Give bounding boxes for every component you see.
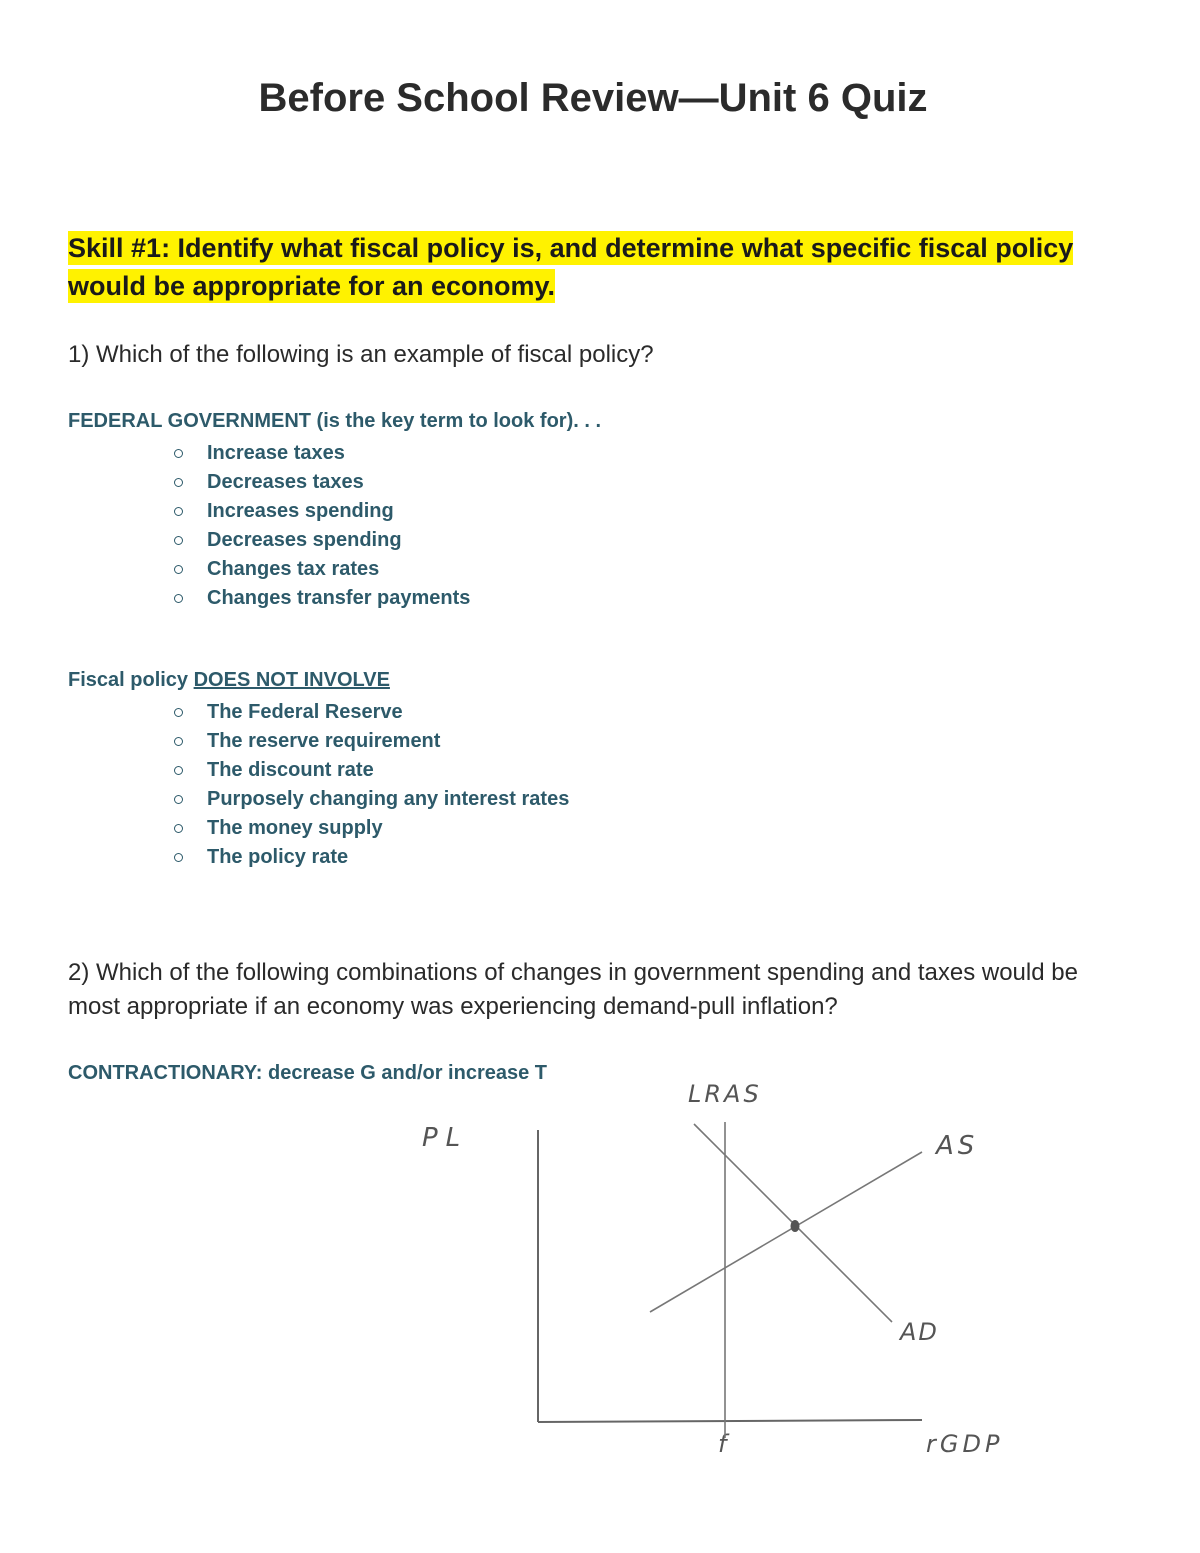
list-item: The money supply xyxy=(172,814,569,843)
bullet-icon xyxy=(174,449,183,458)
list-item: Increase taxes xyxy=(172,439,470,468)
contractionary-note: CONTRACTIONARY: decrease G and/or increase T xyxy=(68,1062,548,1084)
lras-label: LRAS xyxy=(688,1080,762,1108)
list-item: Increases spending xyxy=(172,497,470,526)
page-title: Before School Review—Unit 6 Quiz xyxy=(258,76,928,120)
bullet-icon xyxy=(174,766,183,775)
bullet-icon xyxy=(174,507,183,516)
question-2: 2) Which of the following combinations of changes in government spending and taxes would be most appropriate if an economy was experiencing demand-pull inflation? xyxy=(68,959,1078,1020)
as-label: AS xyxy=(936,1131,979,1161)
bullet-icon xyxy=(174,536,183,545)
list-item: Decreases spending xyxy=(172,526,470,555)
list-item: The Federal Reserve xyxy=(172,698,569,727)
fiscal-list xyxy=(172,439,470,613)
bullet-icon xyxy=(174,853,183,862)
not-involve-list xyxy=(172,698,569,872)
bullet-icon xyxy=(174,594,183,603)
f-label: f xyxy=(718,1430,727,1458)
not-involve-heading: Fiscal policy DOES NOT INVOLVE xyxy=(68,669,390,691)
ad-as-graph xyxy=(400,1060,1040,1480)
y-axis-label: PL xyxy=(422,1123,469,1153)
skill-heading xyxy=(68,229,1098,305)
bullet-icon xyxy=(174,824,183,833)
bullet-icon xyxy=(174,708,183,717)
bullet-icon xyxy=(174,737,183,746)
bullet-icon xyxy=(174,565,183,574)
list-item: Purposely changing any interest rates xyxy=(172,785,569,814)
ad-label: AD xyxy=(900,1318,939,1346)
fiscal-heading: FEDERAL GOVERNMENT (is the key term to look for). . . xyxy=(68,410,602,432)
question-1: 1) Which of the following is an example of fiscal policy? xyxy=(68,341,654,368)
bullet-icon xyxy=(174,795,183,804)
list-item: Decreases taxes xyxy=(172,468,470,497)
bullet-icon xyxy=(174,478,183,487)
as-curve xyxy=(650,1152,922,1312)
x-axis-label: rGDP xyxy=(926,1430,1004,1458)
skill-text: Skill #1: Identify what fiscal policy is, and determine what specific fiscal policy would be appropriate for an economy. xyxy=(68,233,1074,301)
equilibrium-point xyxy=(791,1220,800,1232)
x-axis xyxy=(538,1420,922,1422)
list-item: Changes tax rates xyxy=(172,555,470,584)
list-item: The policy rate xyxy=(172,843,569,872)
list-item: The reserve requirement xyxy=(172,727,569,756)
list-item: The discount rate xyxy=(172,756,569,785)
list-item: Changes transfer payments xyxy=(172,584,470,613)
